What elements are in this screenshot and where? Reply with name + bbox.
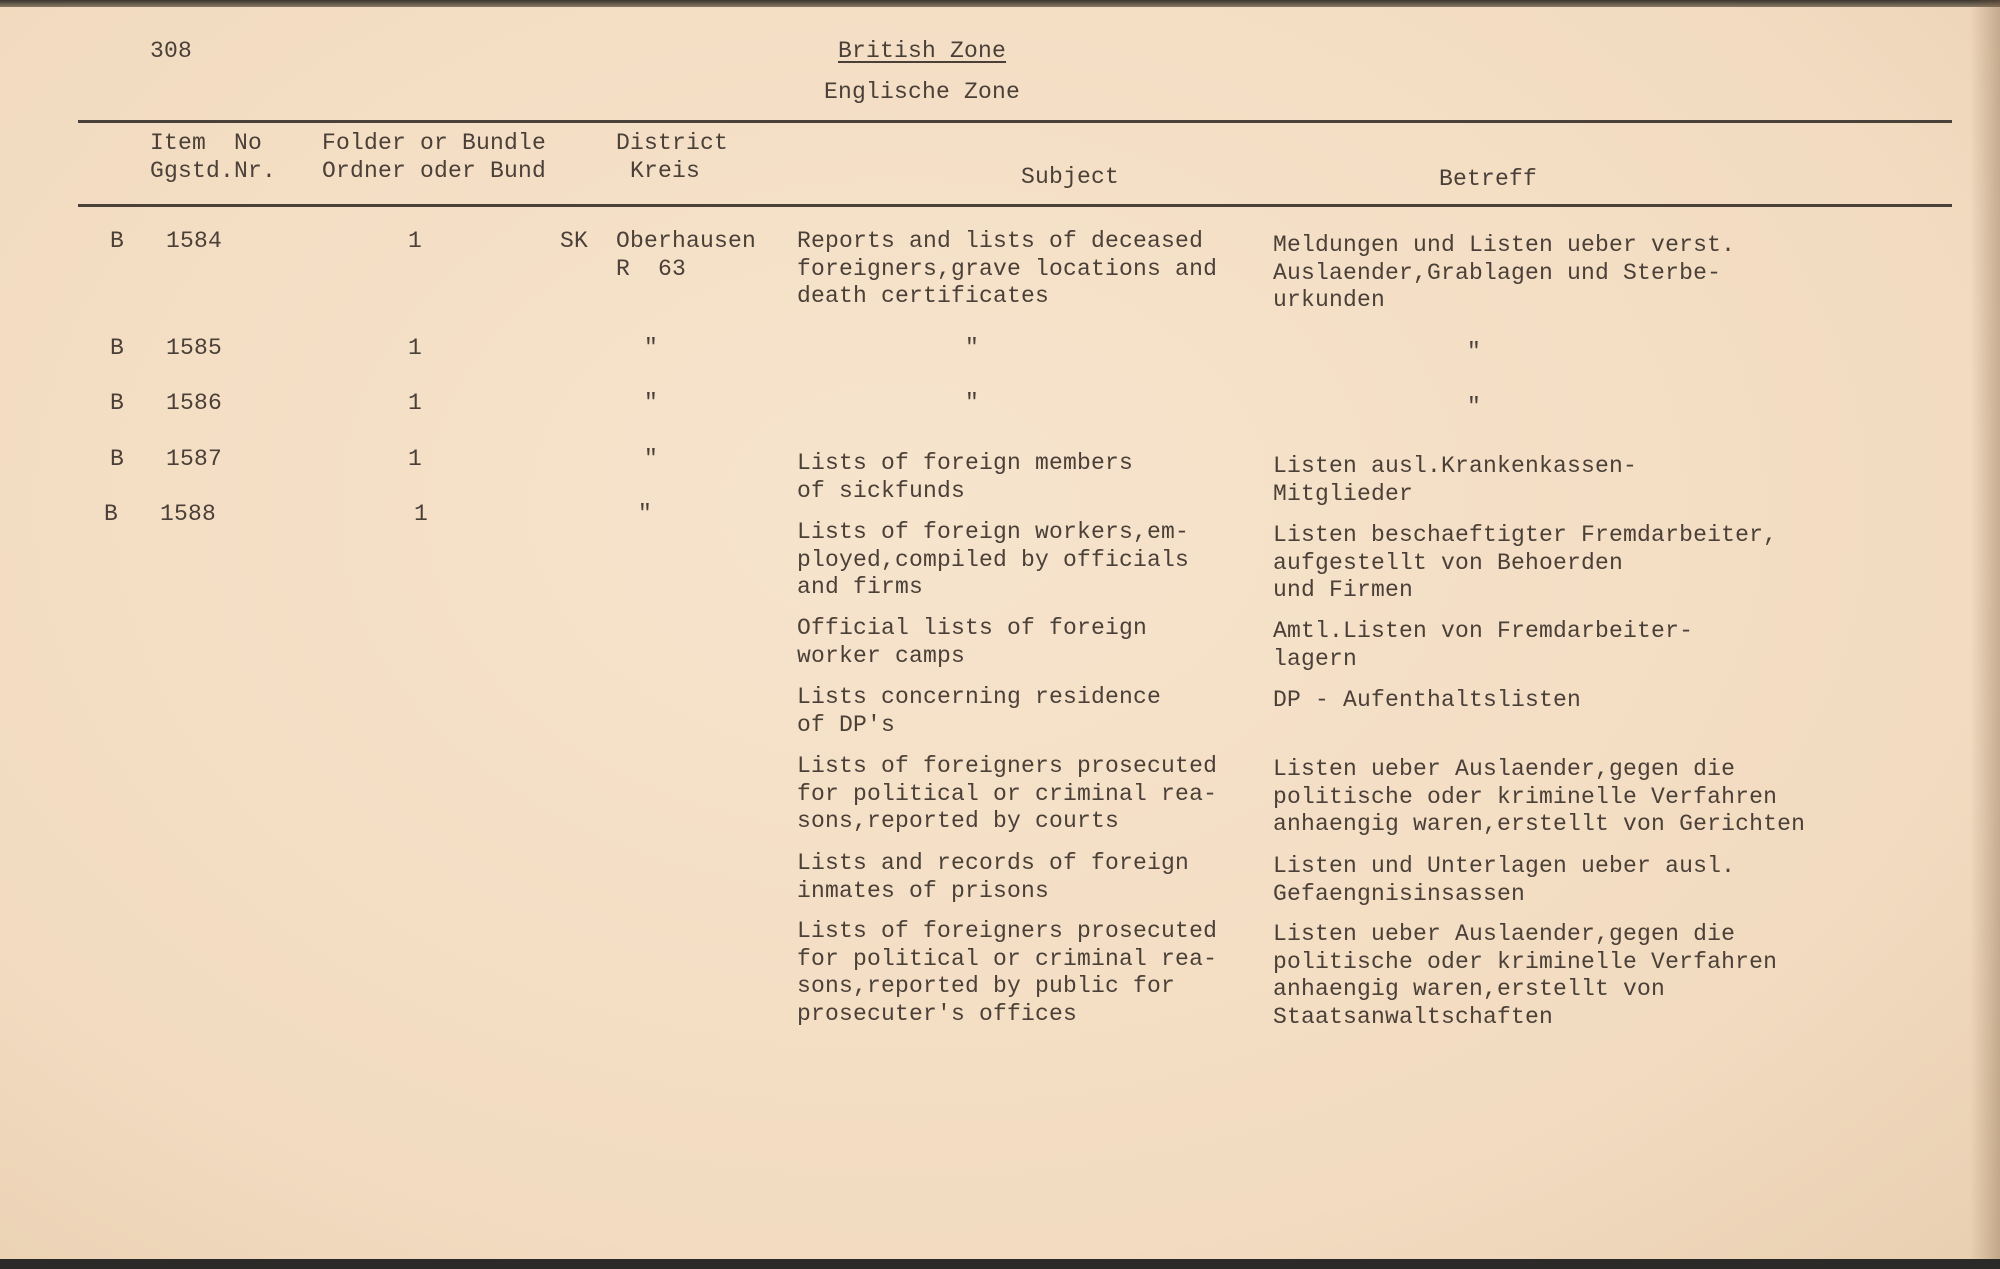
folder-number: 1 [408, 390, 423, 416]
subject: Reports and lists of deceased foreigners,grave locations and death certificates [797, 228, 1218, 309]
header-bottom-rule [78, 204, 1952, 207]
betreff: Amtl.Listen von Fremdarbeiter- lagern [1273, 618, 1694, 672]
page-number: 308 [150, 38, 193, 64]
item-number: 1588 [160, 501, 217, 527]
betreff: Listen und Unterlagen ueber ausl. Gefaengnisinsassen [1273, 853, 1736, 907]
item-prefix: B [110, 228, 125, 254]
subject: Lists of foreigners prosecuted for political or criminal rea- sons,reported by public for prosecuter's offices [797, 918, 1218, 1027]
page-right-edge [1970, 0, 2000, 1269]
item-prefix: B [110, 390, 125, 416]
folder-number: 1 [408, 335, 423, 361]
item-number: 1584 [166, 228, 223, 254]
betreff: Listen ueber Auslaender,gegen die politische oder kriminelle Verfahren anhaengig waren,erstellt von Staatsanwaltschaften [1273, 921, 1778, 1030]
betreff: Listen ueber Auslaender,gegen die politische oder kriminelle Verfahren anhaengig waren,erstellt von Gerichten [1273, 756, 1806, 837]
subject: Lists of foreigners prosecuted for political or criminal rea- sons,reported by courts [797, 753, 1218, 834]
district-ditto: " [644, 390, 659, 416]
subject-ditto: " [965, 335, 980, 361]
subject: Lists of foreign members of sickfunds [797, 450, 1134, 504]
subject-ditto: " [965, 390, 980, 416]
betreff: DP - Aufenthaltslisten [1273, 687, 1582, 713]
column-header-subject: Subject [1021, 164, 1120, 190]
folder-number: 1 [408, 446, 423, 472]
item-number: 1586 [166, 390, 223, 416]
betreff-ditto: " [1467, 394, 1482, 420]
page-title: British Zone [838, 38, 1007, 64]
subject: Lists and records of foreign inmates of prisons [797, 850, 1190, 904]
item-prefix: B [110, 335, 125, 361]
subject: Lists of foreign workers,em- ployed,compiled by officials and firms [797, 519, 1190, 600]
district-ditto: " [638, 501, 653, 527]
column-header-folder: Folder or Bundle Ordner oder Bund [322, 130, 547, 184]
column-header-betreff: Betreff [1439, 166, 1538, 192]
district: Oberhausen R 63 [616, 228, 757, 282]
betreff-ditto: " [1467, 339, 1482, 365]
district-code: SK [560, 228, 589, 254]
betreff: Meldungen und Listen ueber verst. Auslaender,Grablagen und Sterbe- urkunden [1273, 232, 1736, 313]
page-top-edge [0, 0, 2000, 7]
betreff: Listen beschaeftigter Fremdarbeiter, aufgestellt von Behoerden und Firmen [1273, 522, 1778, 603]
page-bottom-edge [0, 1259, 2000, 1269]
page-subtitle: Englische Zone [824, 79, 1021, 105]
district-ditto: " [644, 335, 659, 361]
subject: Lists concerning residence of DP's [797, 684, 1162, 738]
header-top-rule [78, 120, 1952, 123]
column-header-item: Item No Ggstd.Nr. [150, 130, 277, 184]
folder-number: 1 [414, 501, 429, 527]
district-ditto: " [644, 446, 659, 472]
betreff: Listen ausl.Krankenkassen- Mitglieder [1273, 453, 1638, 507]
column-header-district: District Kreis [616, 130, 729, 184]
item-number: 1585 [166, 335, 223, 361]
item-prefix: B [110, 446, 125, 472]
subject: Official lists of foreign worker camps [797, 615, 1148, 669]
folder-number: 1 [408, 228, 423, 254]
item-number: 1587 [166, 446, 223, 472]
item-prefix: B [104, 501, 119, 527]
